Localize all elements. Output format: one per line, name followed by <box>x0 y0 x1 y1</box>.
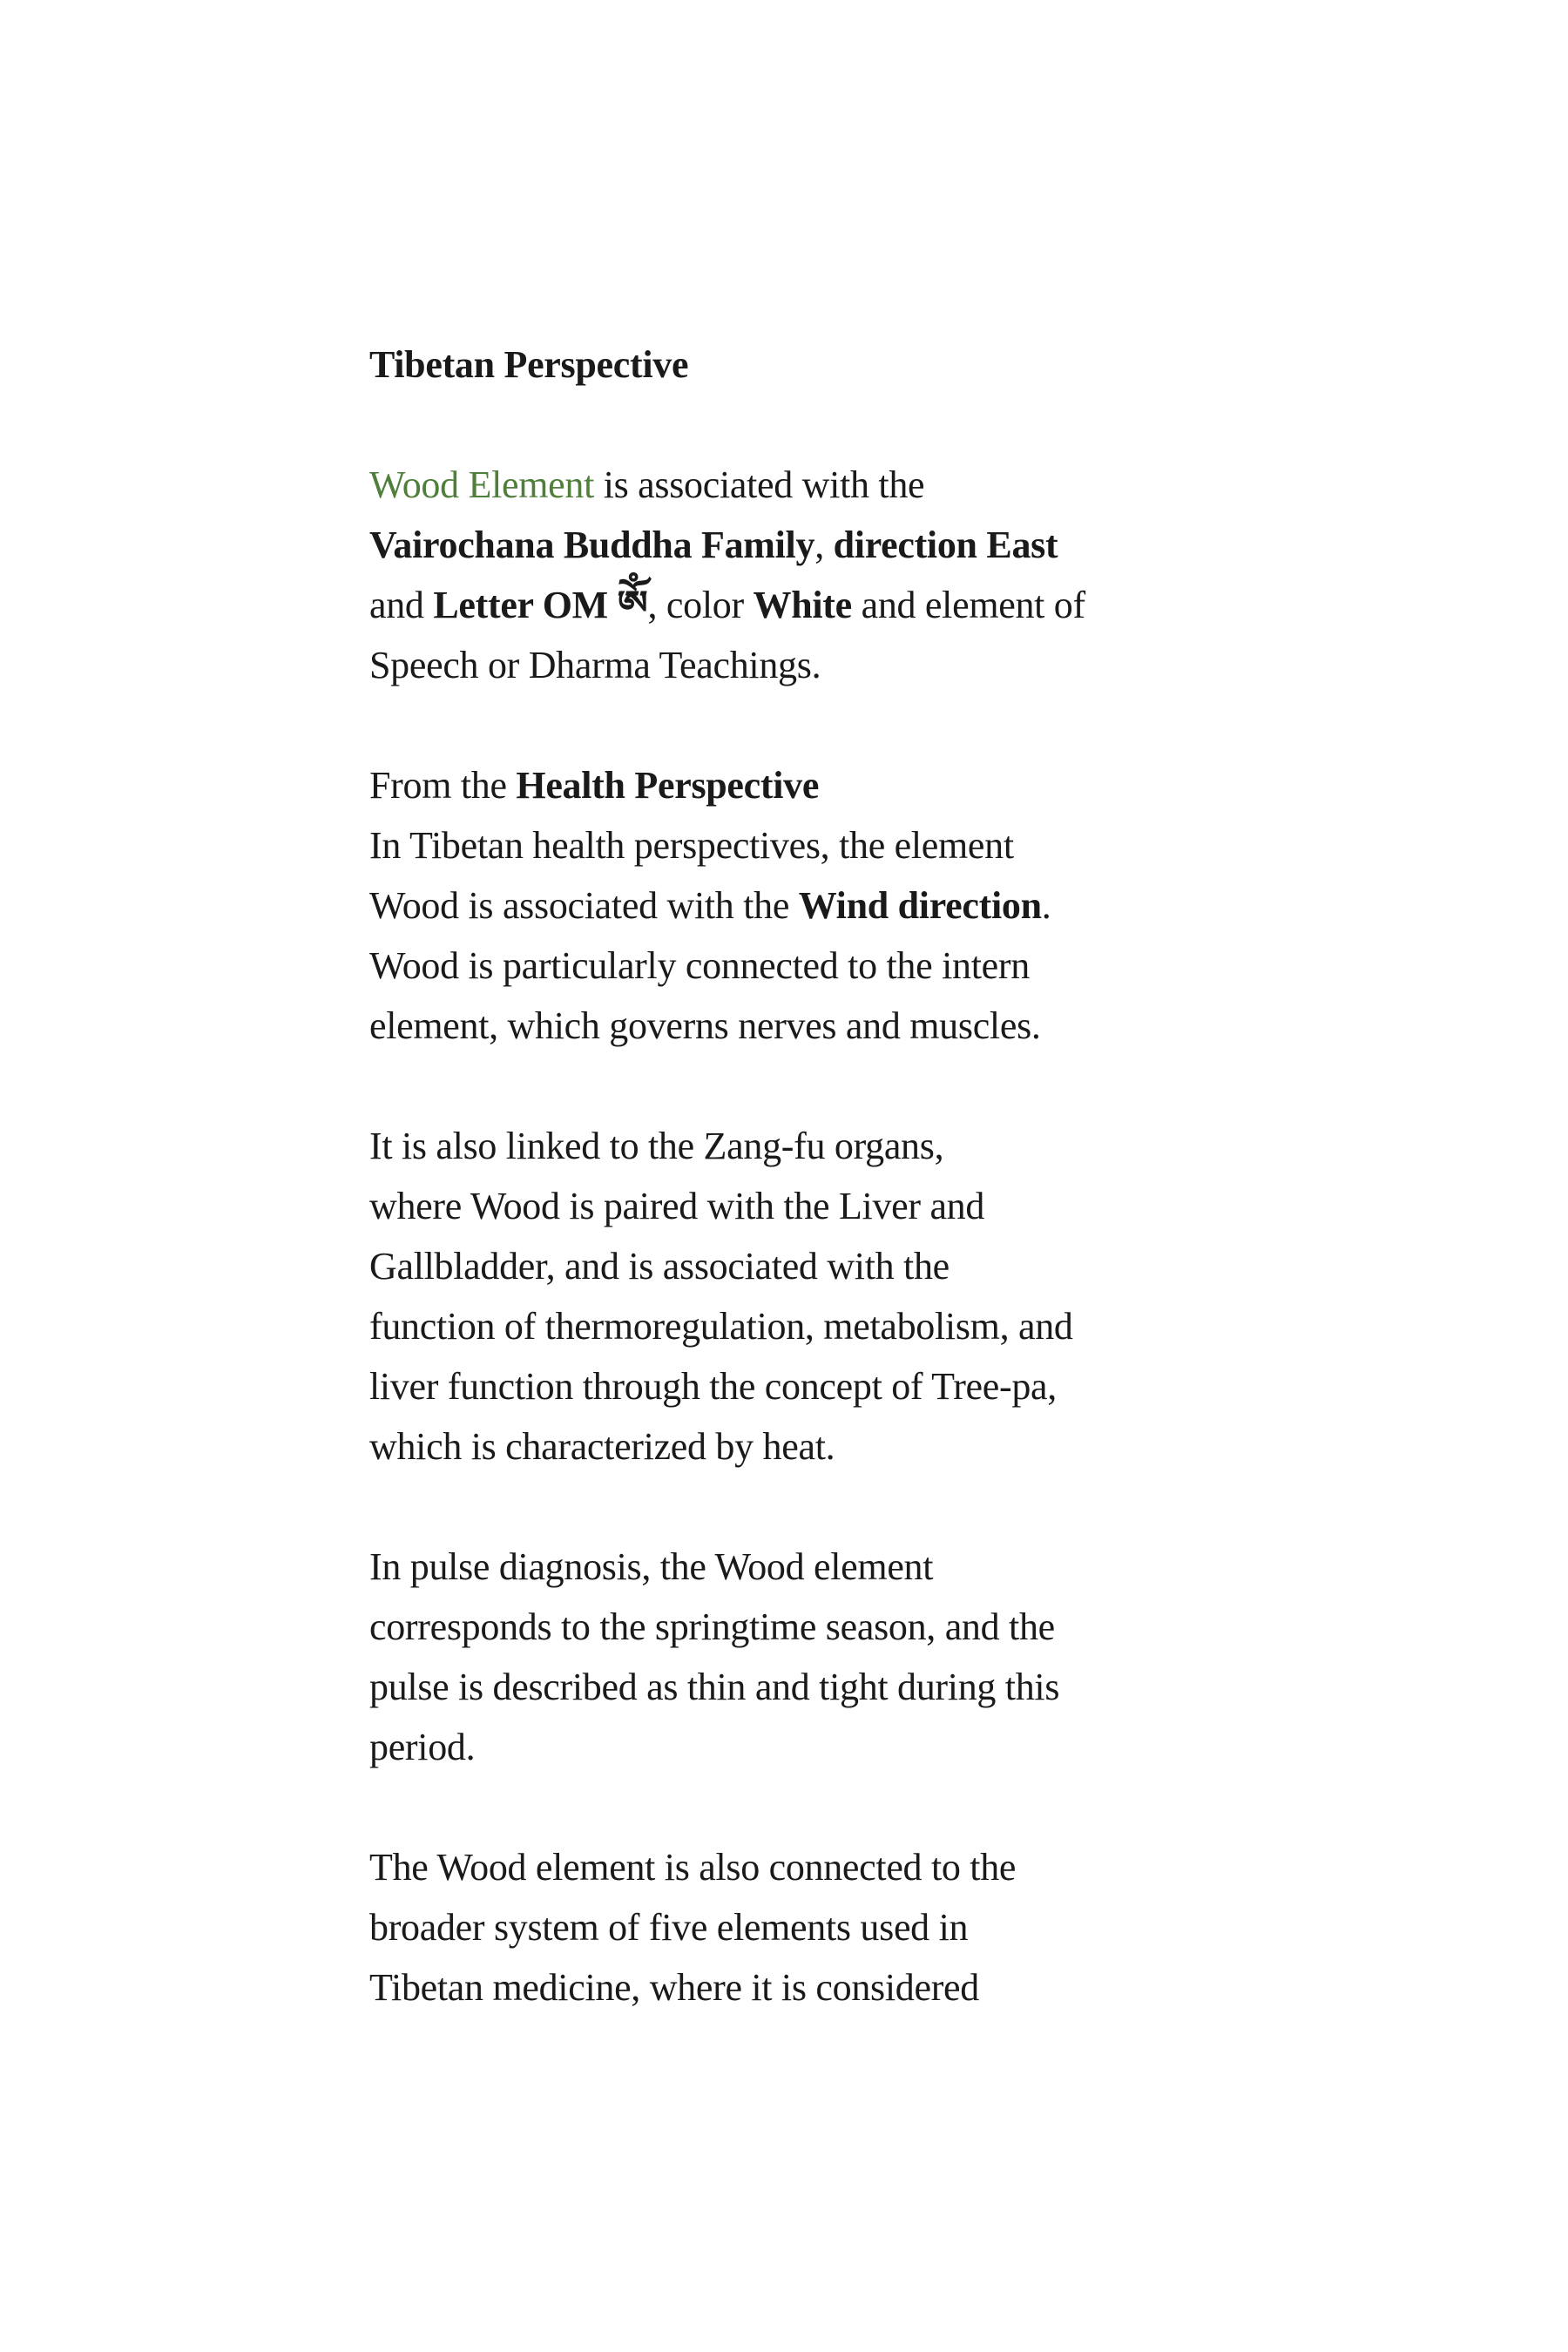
text-line: period. <box>369 1726 476 1768</box>
text-line: In pulse diagnosis, the Wood element <box>369 1545 934 1588</box>
bold-text: direction East <box>833 524 1058 566</box>
text-line: broader system of five elements used in <box>369 1906 969 1949</box>
wood-element-highlight: Wood Element <box>369 463 595 506</box>
text-span: is associated with the <box>594 463 925 506</box>
text-line: liver function through the concept of Tree-pa, <box>369 1365 1057 1408</box>
text-line <box>369 875 1153 936</box>
bold-text: Vairochana Buddha Family <box>369 524 815 566</box>
text-line <box>369 455 1153 515</box>
paragraph-pulse-diagnosis <box>369 1537 1153 1777</box>
text-span: From the <box>369 764 517 807</box>
text-line: In Tibetan health perspectives, the element <box>369 824 1014 867</box>
text-line: function of thermoregulation, metabolism, and <box>369 1305 1073 1348</box>
text-line: Speech or Dharma Teachings. <box>369 644 821 686</box>
text-line: element, which governs nerves and muscles. <box>369 1004 1041 1047</box>
section-heading: Tibetan Perspective <box>369 343 689 386</box>
bold-text: Letter OM ༀ <box>433 584 648 626</box>
text-body <box>369 335 1153 2078</box>
text-line: The Wood element is also connected to the <box>369 1846 1017 1889</box>
bold-text: Wind direction <box>798 884 1042 927</box>
text-line: pulse is described as thin and tight during this <box>369 1666 1060 1708</box>
text-line <box>369 575 1153 635</box>
text-span: and element of <box>851 584 1085 626</box>
text-line: Gallbladder, and is associated with the <box>369 1245 950 1288</box>
text-line: where Wood is paired with the Liver and <box>369 1185 985 1227</box>
text-span: , <box>814 524 834 566</box>
text-line: It is also linked to the Zang-fu organs, <box>369 1125 944 1167</box>
text-line: Tibetan medicine, where it is considered <box>369 1966 979 2009</box>
text-span: , color <box>647 584 754 626</box>
paragraph-five-elements <box>369 1837 1153 2017</box>
text-span: and <box>369 584 434 626</box>
text-span: Wood is associated with the <box>369 884 799 927</box>
bold-text: Health Perspective <box>516 764 820 807</box>
text-line: Wood is particularly connected to the intern <box>369 944 1030 987</box>
text-line: corresponds to the springtime season, and the <box>369 1605 1055 1648</box>
paragraph-wood-element <box>369 455 1153 695</box>
text-span: . <box>1041 884 1051 927</box>
bold-text: White <box>753 584 852 626</box>
text-line: which is characterized by heat. <box>369 1425 835 1468</box>
paragraph-health-perspective <box>369 755 1153 1056</box>
text-line <box>369 755 1153 815</box>
paragraph-zang-fu <box>369 1116 1153 1477</box>
text-line <box>369 515 1153 575</box>
